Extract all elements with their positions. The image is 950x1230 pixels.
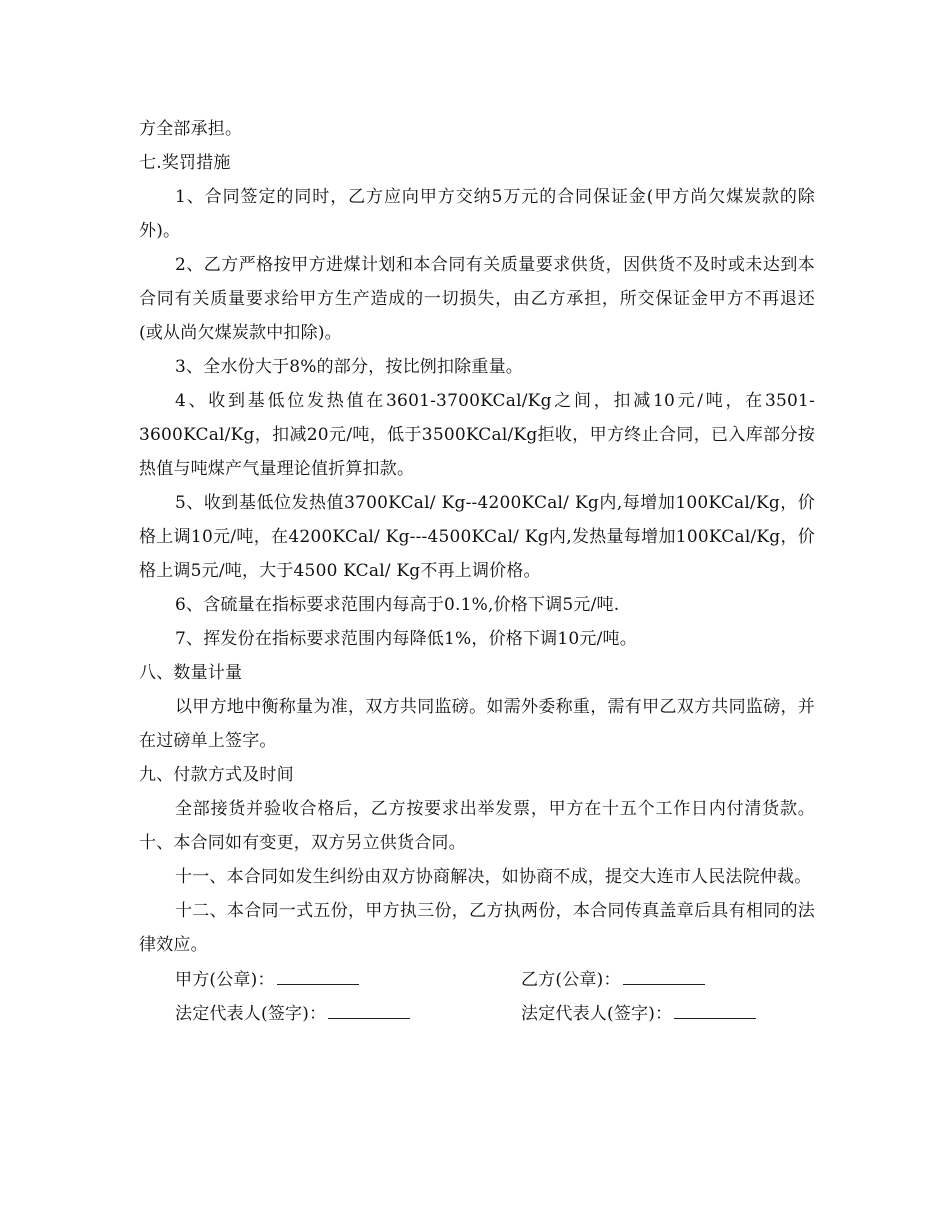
section-9-heading: 九、付款方式及时间 [139, 765, 294, 785]
section-7-item-5: 5、收到基低位发热值3700KCal/ Kg--4200KCal/ Kg内,每增加100KCal/Kg，价格上调10元/吨，在4200KCal/ Kg---4500KCal/ Kg内,发热量每增加100KCal/Kg，价格上调5元/吨，大于4500 KCal/ Kg不再上调价格。 [139, 493, 815, 581]
seal-signature-row [139, 962, 815, 996]
party-b-rep-blank[interactable] [674, 996, 756, 1019]
party-a-seal-label: 甲方(公章)： [175, 970, 275, 990]
section-9-body: 全部接货并验收合格后，乙方按要求出举发票，甲方在十五个工作日内付清货款。 十、本合同如有变更，双方另立供货合同。 [139, 799, 815, 853]
section-7-item-1: 1、合同签定的同时，乙方应向甲方交纳5万元的合同保证金(甲方尚欠煤炭款的除外)。 [139, 187, 815, 241]
section-11-body: 十一、本合同如发生纠纷由双方协商解决，如协商不成，提交大连市人民法院仲裁。 [175, 867, 812, 887]
continuation-text: 方全部承担。 [139, 119, 243, 139]
section-7-item-7: 7、挥发份在指标要求范围内每降低1%，价格下调10元/吨。 [175, 629, 637, 649]
section-12-body: 十二、本合同一式五份，甲方执三份，乙方执两份，本合同传真盖章后具有相同的法律效应。 [139, 901, 815, 955]
party-a-rep-label: 法定代表人(签字)： [175, 1004, 327, 1024]
section-8-heading: 八、数量计量 [139, 663, 243, 683]
contract-body [139, 112, 815, 1030]
party-b-representative [521, 996, 756, 1030]
party-b-rep-label: 法定代表人(签字)： [521, 1004, 673, 1024]
party-b-seal-label: 乙方(公章)： [521, 970, 621, 990]
party-a-seal-blank[interactable] [277, 962, 359, 985]
representative-signature-row [139, 996, 815, 1030]
section-7-item-3: 3、全水份大于8%的部分，按比例扣除重量。 [175, 357, 523, 377]
party-a-rep-blank[interactable] [328, 996, 410, 1019]
party-a-representative [175, 996, 521, 1030]
section-7-item-2: 2、乙方严格按甲方进煤计划和本合同有关质量要求供货，因供货不及时或未达到本合同有关质量要求给甲方生产造成的一切损失，由乙方承担，所交保证金甲方不再退还(或从尚欠煤炭款中扣除)。 [139, 255, 815, 343]
section-7-item-4: 4、收到基低位发热值在3601-3700KCal/Kg之间，扣减10元/吨，在3501-3600KCal/Kg，扣减20元/吨，低于3500KCal/Kg拒收，甲方终止合同，已入库部分按热值与吨煤产气量理论值折算扣款。 [139, 391, 815, 479]
section-8-body: 以甲方地中衡称量为准，双方共同监磅。如需外委称重，需有甲乙双方共同监磅，并在过磅单上签字。 [139, 697, 815, 751]
party-b-seal-blank[interactable] [623, 962, 705, 985]
party-a-seal [175, 962, 521, 996]
party-b-seal [521, 962, 705, 996]
section-7-heading: 七.奖罚措施 [139, 153, 231, 173]
section-7-item-6: 6、含硫量在指标要求范围内每高于0.1%,价格下调5元/吨. [175, 595, 620, 615]
